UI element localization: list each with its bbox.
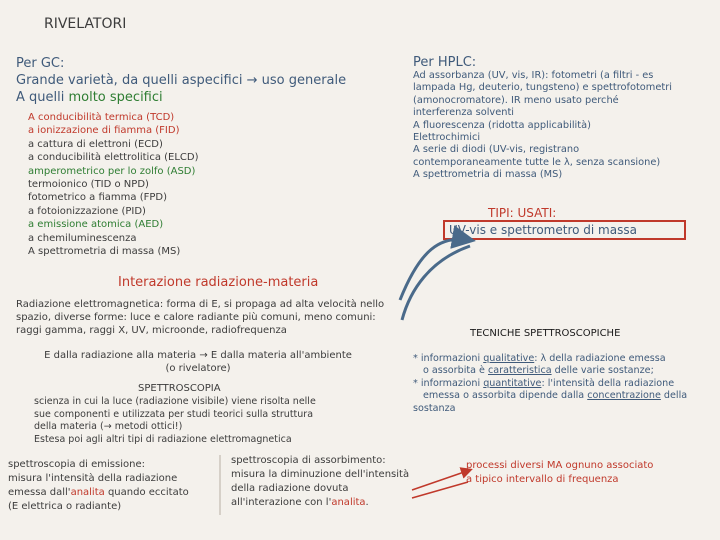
asso4-pre: all'interazione con l' (231, 497, 332, 508)
hplc-line: A spettrometria di massa (MS) (413, 169, 563, 181)
energia-line2: (o rivelatore) (165, 363, 231, 374)
gc-line3-pre: A quelli (16, 90, 69, 105)
emis3-key: analita (70, 487, 105, 498)
tecniche-heading: TECNICHE SPETTROSCOPICHE (470, 328, 621, 339)
arrow-interazione-to-tecniche (400, 239, 470, 300)
arrow-emissione-to-processi (412, 470, 470, 490)
quant2-key: concentrazione (587, 390, 661, 402)
detector-item: A conducibilità termica (TCD) (28, 112, 175, 123)
emissione-line2: misura l'intensità della radiazione (8, 473, 178, 484)
slide-title: RIVELATORI (44, 16, 127, 32)
spettroscopia-line: scienza in cui la luce (radiazione visibile) viene risolta nelle (34, 396, 316, 407)
qual-pre: * informazioni (413, 353, 484, 364)
hplc-line: lampada Hg, deuterio, tungsteno) e spettrofotometri (413, 82, 672, 94)
spettroscopia-line: Estesa poi agli altri tipi di radiazione elettromagnetica (34, 433, 292, 445)
processi-line1: processi diversi MA ognuno associato (466, 460, 654, 471)
arrow-assorbimento-to-processi (412, 482, 468, 498)
detector-item: amperometrico per lo zolfo (ASD) (28, 165, 196, 177)
detector-item: a cattura di elettroni (ECD) (28, 138, 163, 150)
processi-line2: a tipico intervallo di frequenza (466, 473, 619, 485)
hplc-line: Ad assorbanza (UV, vis, IR): fotometri (a filtri - es (413, 70, 654, 81)
quant2-post: della (660, 390, 688, 402)
qual2-post: delle varie sostanze; (551, 365, 654, 377)
arrow-tecniche-to-interazione (402, 246, 470, 320)
spettroscopia-heading: SPETTROSCOPIA (138, 383, 221, 394)
detector-item: a fotoionizzazione (PID) (28, 205, 146, 217)
gc-line1: Per GC: (16, 56, 65, 71)
detector-item: a conducibilità elettrolitica (ELCD) (28, 152, 199, 164)
quant-post: : l'intensità della radiazione (541, 377, 675, 389)
detector-item: a ionizzazione di fiamma (FID) (28, 125, 180, 137)
gc-line3-emph: molto specifici (68, 90, 163, 105)
qual2-pre: o assorbita è (423, 365, 489, 377)
emissione-line4: (E elettrica o radiante) (8, 501, 122, 512)
assorbimento-line3: della radiazione dovuta (231, 483, 349, 494)
quant-pre: * informazioni (413, 377, 484, 389)
qual2-key: caratteristica (488, 365, 552, 377)
radiazione-text: Radiazione elettromagnetica: forma di E, si propaga ad alta velocità nello spazio, diverse forme: luce e calore radiante più comuni, meno comuni: raggi gamma, raggi X, UV, microonde, radiofrequenza (16, 299, 385, 336)
asso4-key: analita (331, 497, 366, 508)
hplc-line: (amonocromatore). IR meno usato perché (413, 94, 619, 106)
qual-post: : λ della radiazione emessa (534, 353, 666, 364)
qual-key: qualitative (483, 353, 535, 364)
quant-line3: sostanza (413, 402, 456, 414)
emis3-pre: emessa dall' (8, 487, 71, 498)
spettroscopia-line: sue componenti e utilizzata per studi teorici sulla struttura (34, 408, 314, 420)
assorbimento-line2: misura la diminuzione dell'intensità (231, 469, 410, 480)
hplc-line: A serie di diodi (UV-vis, registrano (413, 144, 580, 156)
emis3-post: quando eccitato (104, 487, 189, 498)
tipi-heading: TIPI: USATI: (488, 206, 557, 220)
detector-item: termoionico (TID o NPD) (28, 179, 149, 191)
hplc-line: Elettrochimici (413, 132, 481, 144)
spettroscopia-line: della materia (→ metodi ottici!) (34, 421, 183, 433)
quant-key: quantitative (483, 377, 542, 389)
interazione-heading: Interazione radiazione-materia (118, 275, 319, 290)
detector-item: a chemiluminescenza (28, 232, 137, 244)
detector-item: A spettrometria di massa (MS) (28, 246, 181, 258)
hplc-line: interferenza solventi (413, 107, 515, 119)
detector-item: fotometrico a fiamma (FPD) (28, 192, 167, 204)
tipi-value: UV-vis e spettrometro di massa (449, 223, 637, 237)
quant2-pre: emessa o assorbita dipende dalla (423, 390, 588, 402)
hplc-line: contemporaneamente tutte le λ, senza scansione) (413, 156, 661, 168)
assorbimento-line1: spettroscopia di assorbimento: (231, 455, 386, 466)
hplc-heading: Per HPLC: (413, 55, 477, 70)
asso4-post: . (365, 497, 369, 508)
hplc-line: A fluorescenza (ridotta applicabilità) (413, 119, 591, 131)
gc-line2: Grande varietà, da quelli aspecifici → uso generale (16, 73, 347, 88)
detector-item: a emissione atomica (AED) (28, 219, 164, 231)
emissione-line1: spettroscopia di emissione: (8, 459, 145, 470)
energia-line1: E dalla radiazione alla materia → E dalla materia all'ambiente (44, 350, 352, 361)
